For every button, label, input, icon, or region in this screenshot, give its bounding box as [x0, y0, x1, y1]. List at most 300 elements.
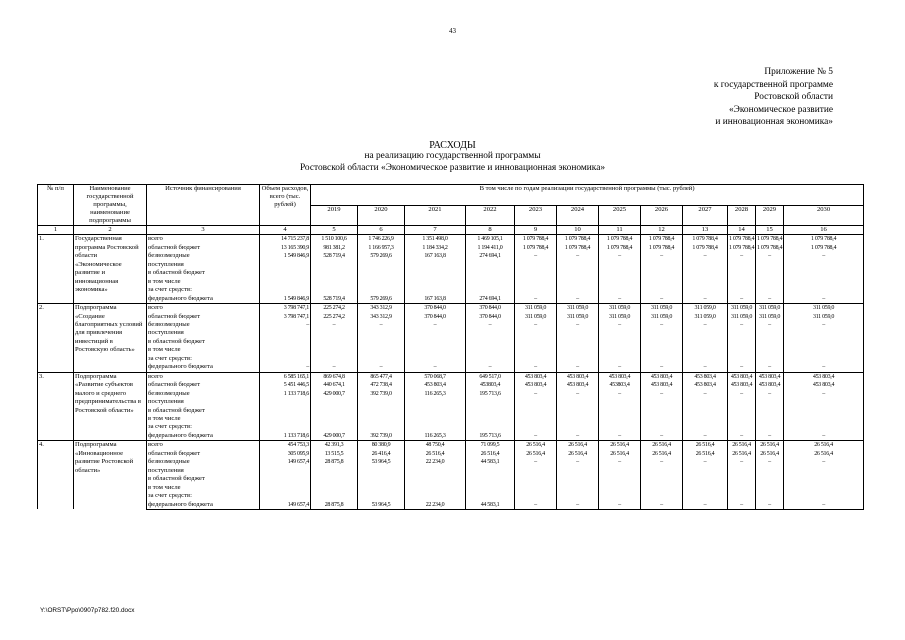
year-value-cell	[784, 269, 864, 277]
year-value-cell: 1 079 788,4	[599, 235, 641, 244]
year-value-cell	[784, 398, 864, 406]
year-value-cell	[728, 467, 756, 475]
total-cell	[260, 278, 311, 286]
funding-source: поступления	[147, 261, 260, 269]
year-value-cell	[466, 329, 515, 337]
year-value-cell: 1 510 100,6	[311, 235, 358, 244]
year-value-cell: 311 059,0	[728, 313, 756, 321]
section-number: 1.	[38, 235, 74, 304]
total-cell: 3 798 747,1	[260, 304, 311, 313]
year-value-cell: 429 000,7	[311, 390, 358, 398]
year-value-cell	[641, 407, 683, 415]
year-value-cell: –	[683, 363, 728, 372]
year-value-cell	[311, 492, 358, 500]
year-value-cell: 26 516,4	[728, 441, 756, 450]
year-value-cell: –	[405, 321, 466, 329]
year-value-cell	[311, 269, 358, 277]
year-value-cell: 1 079 788,4	[599, 244, 641, 252]
table-row	[38, 458, 864, 466]
year-value-cell: –	[683, 458, 728, 466]
year-value-cell	[756, 398, 784, 406]
year-value-cell	[311, 475, 358, 483]
column-number: 15	[756, 226, 784, 235]
year-value-cell: 649 517,0	[466, 372, 515, 381]
header-year: 2021	[405, 205, 466, 226]
year-value-cell: 116 265,3	[405, 390, 466, 398]
year-value-cell	[683, 398, 728, 406]
year-value-cell: 274 694,1	[466, 252, 515, 260]
header-year: 2024	[557, 205, 599, 226]
year-value-cell: 392 739,0	[358, 432, 405, 441]
year-value-cell	[641, 475, 683, 483]
year-value-cell: 26 516,4	[599, 441, 641, 450]
year-value-cell: 472 738,4	[358, 381, 405, 389]
year-value-cell	[515, 484, 557, 492]
year-value-cell	[358, 475, 405, 483]
year-value-cell	[515, 329, 557, 337]
year-value-cell	[557, 484, 599, 492]
table-row	[38, 372, 864, 381]
total-cell	[260, 423, 311, 431]
year-value-cell: 453 803,4	[641, 372, 683, 381]
year-value-cell	[599, 278, 641, 286]
year-value-cell	[358, 492, 405, 500]
column-number: 14	[728, 226, 756, 235]
table-row	[38, 415, 864, 423]
year-value-cell: –	[728, 321, 756, 329]
year-value-cell	[756, 329, 784, 337]
table-row	[38, 423, 864, 431]
year-value-cell: –	[557, 321, 599, 329]
year-value-cell	[641, 484, 683, 492]
year-value-cell	[756, 338, 784, 346]
year-value-cell	[515, 398, 557, 406]
year-value-cell: 453 803,4	[515, 381, 557, 389]
title-line: на реализацию государственной программы	[364, 151, 541, 162]
year-value-cell	[466, 407, 515, 415]
year-value-cell	[641, 278, 683, 286]
year-value-cell	[756, 269, 784, 277]
year-value-cell: 453 803,4	[405, 381, 466, 389]
year-value-cell: 453803,4	[599, 381, 641, 389]
year-value-cell: –	[756, 432, 784, 441]
year-value-cell	[405, 346, 466, 354]
year-value-cell: –	[599, 321, 641, 329]
year-value-cell: 311 059,0	[756, 313, 784, 321]
year-value-cell: –	[515, 432, 557, 441]
year-value-cell: –	[683, 252, 728, 260]
year-value-cell	[784, 329, 864, 337]
total-cell	[260, 269, 311, 277]
funding-source: федерального бюджета	[147, 432, 260, 441]
header-years-group: В том числе по годам реализации государственной программы (тыс. рублей)	[311, 185, 864, 206]
year-value-cell: 26 516,4	[728, 450, 756, 458]
year-value-cell	[784, 278, 864, 286]
column-number: 4	[260, 226, 311, 235]
year-value-cell	[641, 329, 683, 337]
year-value-cell: –	[784, 501, 864, 510]
year-value-cell	[311, 261, 358, 269]
table-row	[38, 390, 864, 398]
year-value-cell	[784, 338, 864, 346]
table-row	[38, 295, 864, 304]
year-value-cell	[728, 338, 756, 346]
year-value-cell: 26 516,4	[405, 450, 466, 458]
year-value-cell: 225 274,2	[311, 304, 358, 313]
year-value-cell: –	[515, 295, 557, 304]
year-value-cell	[599, 329, 641, 337]
funding-source: федерального бюджета	[147, 501, 260, 510]
year-value-cell	[683, 415, 728, 423]
page-number: 43	[449, 27, 456, 35]
year-value-cell: –	[311, 321, 358, 329]
year-value-cell	[641, 346, 683, 354]
year-value-cell: 453 803,4	[599, 372, 641, 381]
year-value-cell	[641, 269, 683, 277]
header-year: 2022	[466, 205, 515, 226]
year-value-cell: 44 583,1	[466, 458, 515, 466]
column-number: 12	[641, 226, 683, 235]
total-cell: 13 165 390,9	[260, 244, 311, 252]
year-value-cell: 579 269,6	[358, 252, 405, 260]
year-value-cell	[358, 338, 405, 346]
year-value-cell: 1 079 788,4	[729, 236, 755, 243]
year-value-cell	[784, 355, 864, 363]
year-value-cell	[599, 475, 641, 483]
table-row	[38, 475, 864, 483]
year-value-cell: 528 719,4	[311, 252, 358, 260]
header-row	[38, 185, 864, 206]
total-cell: 6 585 165,1	[260, 372, 311, 381]
year-value-cell: 1 079 788,4	[784, 235, 864, 244]
year-value-cell: 26 516,4	[683, 450, 728, 458]
year-value-cell	[641, 423, 683, 431]
year-value-cell: 26 516,4	[641, 441, 683, 450]
year-value-cell: –	[641, 363, 683, 372]
year-value-cell: 53 964,5	[358, 501, 405, 510]
year-value-cell: –	[557, 252, 599, 260]
year-value-cell	[405, 475, 466, 483]
total-cell: 454 753,3	[260, 441, 311, 450]
year-value-cell	[466, 261, 515, 269]
year-value-cell: –	[784, 321, 864, 329]
year-value-cell: –	[728, 252, 756, 260]
column-number: 11	[599, 226, 641, 235]
year-value-cell: 195 713,6	[466, 390, 515, 398]
year-value-cell: –	[683, 432, 728, 441]
year-value-cell: 453 803,4	[683, 372, 728, 381]
year-value-cell	[756, 492, 784, 500]
year-value-cell: 453 803,4	[683, 381, 728, 389]
year-value-cell: 311 059,0	[557, 313, 599, 321]
year-value-cell: –	[358, 321, 405, 329]
year-value-cell: 1 079 788,4	[557, 235, 599, 244]
total-cell: 5 451 446,5	[260, 381, 311, 389]
year-value-cell	[683, 278, 728, 286]
table-row	[38, 381, 864, 389]
column-number: 16	[784, 226, 864, 235]
year-value-cell	[756, 484, 784, 492]
funding-source: областной бюджет	[147, 450, 260, 458]
year-value-cell	[405, 355, 466, 363]
year-value-cell	[466, 398, 515, 406]
year-value-cell: –	[599, 432, 641, 441]
year-value-cell: 1 079 788,4	[515, 235, 557, 244]
year-value-cell: 1 079 788,4	[683, 235, 728, 244]
year-value-cell	[515, 423, 557, 431]
year-value-cell	[756, 278, 784, 286]
year-value-cell: –	[641, 501, 683, 510]
year-value-cell	[405, 286, 466, 294]
year-value-cell: 1 469 105,1	[466, 235, 515, 244]
year-value-cell	[756, 475, 784, 483]
total-cell: 14 715 237,8	[260, 235, 311, 244]
year-value-cell: –	[515, 252, 557, 260]
year-value-cell	[784, 286, 864, 294]
section-name: Подпрограмма «Инновационное развитие Ростовской области»	[74, 441, 147, 510]
funding-source: поступления	[147, 398, 260, 406]
year-value-cell	[466, 467, 515, 475]
year-value-cell: –	[515, 363, 557, 372]
year-value-cell: 453 803,4	[641, 381, 683, 389]
year-value-cell	[515, 338, 557, 346]
funding-source: всего	[147, 235, 260, 244]
year-value-cell	[405, 467, 466, 475]
year-value-cell	[641, 467, 683, 475]
year-value-cell	[784, 492, 864, 500]
header-num: № п/п	[38, 185, 74, 226]
year-value-cell	[515, 286, 557, 294]
year-value-cell	[557, 329, 599, 337]
funding-source: за счет средств:	[147, 286, 260, 294]
year-value-cell	[515, 475, 557, 483]
year-value-cell	[405, 338, 466, 346]
column-number: 1	[38, 226, 74, 235]
total-cell	[260, 355, 311, 363]
table-row	[38, 450, 864, 458]
year-value-cell: 311 059,0	[515, 313, 557, 321]
year-value-cell: 1 746 226,9	[358, 235, 405, 244]
year-value-cell: –	[756, 321, 784, 329]
table-row	[38, 269, 864, 277]
column-number: 6	[358, 226, 405, 235]
header-year: 2020	[358, 205, 405, 226]
year-value-cell: 343 312,9	[358, 304, 405, 313]
table-row	[38, 252, 864, 260]
year-value-cell: 370 844,0	[405, 304, 466, 313]
year-value-cell: –	[756, 390, 784, 398]
year-value-cell	[311, 407, 358, 415]
year-value-cell	[599, 467, 641, 475]
table-body	[38, 235, 864, 510]
year-value-cell: 311 059,0	[557, 304, 599, 313]
year-value-cell: 311 059,0	[599, 313, 641, 321]
year-value-cell: 1 079 788,4	[641, 235, 683, 244]
year-value-cell	[557, 355, 599, 363]
funding-source: безвозмездные	[147, 458, 260, 466]
year-value-cell	[557, 338, 599, 346]
total-cell: 1 549 846,9	[260, 295, 311, 304]
year-value-cell: –	[405, 363, 466, 372]
year-value-cell	[358, 407, 405, 415]
year-value-cell: 225 274,2	[311, 313, 358, 321]
header-year: 2027	[683, 205, 728, 226]
year-value-cell	[405, 423, 466, 431]
year-value-cell: 311 059,0	[599, 304, 641, 313]
year-value-cell	[641, 355, 683, 363]
year-value-cell	[311, 286, 358, 294]
year-value-cell: 195 713,6	[466, 432, 515, 441]
year-value-cell	[683, 467, 728, 475]
year-value-cell	[728, 346, 756, 354]
year-value-cell	[784, 423, 864, 431]
header-source: Источник финансирования	[147, 185, 260, 226]
year-value-cell: –	[784, 363, 864, 372]
year-value-cell: –	[756, 295, 784, 304]
year-value-cell	[784, 261, 864, 269]
year-value-cell: –	[599, 295, 641, 304]
year-value-cell	[756, 355, 784, 363]
file-path-footer: Y:\ORST\Ppo\0907p782.f20.docx	[40, 607, 135, 614]
year-value-cell: –	[557, 295, 599, 304]
year-value-cell	[466, 415, 515, 423]
year-value-cell	[311, 415, 358, 423]
funding-source: за счет средств:	[147, 492, 260, 500]
year-value-cell: –	[557, 501, 599, 510]
section-number: 4.	[38, 441, 74, 510]
year-value-cell: –	[728, 363, 756, 372]
total-cell: 1 549 846,9	[260, 252, 311, 260]
year-value-cell	[358, 286, 405, 294]
year-value-cell	[599, 355, 641, 363]
funding-source: за счет средств:	[147, 423, 260, 431]
year-value-cell	[557, 278, 599, 286]
year-value-cell	[728, 269, 756, 277]
year-value-cell: 116 265,3	[405, 432, 466, 441]
year-value-cell: 26 516,4	[756, 441, 784, 450]
year-value-cell	[756, 407, 784, 415]
year-value-cell	[405, 492, 466, 500]
table-row	[38, 338, 864, 346]
year-value-cell: –	[641, 390, 683, 398]
year-value-cell: –	[683, 295, 728, 304]
total-cell	[260, 415, 311, 423]
year-value-cell	[683, 286, 728, 294]
year-value-cell	[728, 278, 756, 286]
year-value-cell	[466, 338, 515, 346]
year-value-cell: –	[728, 295, 756, 304]
year-value-cell	[405, 329, 466, 337]
year-value-cell	[599, 492, 641, 500]
year-value-cell	[311, 423, 358, 431]
year-value-cell: –	[756, 501, 784, 510]
total-cell: –	[260, 363, 311, 372]
total-cell	[260, 407, 311, 415]
year-value-cell: –	[515, 390, 557, 398]
year-value-cell	[784, 415, 864, 423]
year-value-cell: 440 674,1	[311, 381, 358, 389]
total-cell	[260, 398, 311, 406]
year-value-cell	[683, 475, 728, 483]
year-value-cell	[311, 338, 358, 346]
year-value-cell: –	[515, 321, 557, 329]
year-value-cell: 311 059,0	[784, 304, 864, 313]
year-value-cell	[683, 261, 728, 269]
funding-source: в том числе	[147, 278, 260, 286]
total-cell: 1 133 718,6	[260, 432, 311, 441]
total-cell	[260, 475, 311, 483]
funding-source: безвозмездные	[147, 321, 260, 329]
year-value-cell: 26 516,4	[784, 450, 864, 458]
year-value-cell	[466, 484, 515, 492]
funding-source: в областной бюджет	[147, 475, 260, 483]
header-year: 2029	[756, 205, 784, 226]
header-year: 2026	[641, 205, 683, 226]
column-number: 3	[147, 226, 260, 235]
year-value-cell	[683, 492, 728, 500]
year-value-cell: –	[756, 252, 784, 260]
funding-source: областной бюджет	[147, 313, 260, 321]
year-value-cell: 26 516,4	[557, 441, 599, 450]
funding-source: в том числе	[147, 346, 260, 354]
table-row	[38, 492, 864, 500]
year-value-cell: 28 875,8	[311, 501, 358, 510]
year-value-cell	[756, 415, 784, 423]
total-cell	[260, 286, 311, 294]
year-value-cell: 80 380,9	[358, 441, 405, 450]
appendix-line: «Экономическое развитие	[728, 104, 833, 115]
funding-source: поступления	[147, 467, 260, 475]
funding-source: всего	[147, 304, 260, 313]
year-value-cell	[557, 407, 599, 415]
total-cell: 149 657,4	[260, 458, 311, 466]
year-value-cell: 26 516,4	[515, 441, 557, 450]
year-value-cell: 26 416,4	[358, 450, 405, 458]
year-value-cell	[784, 407, 864, 415]
year-value-cell	[557, 467, 599, 475]
year-value-cell: –	[515, 501, 557, 510]
year-value-cell: 1 079 788,4	[784, 244, 864, 252]
year-value-cell: 26 516,4	[641, 450, 683, 458]
year-value-cell: 26 516,4	[466, 450, 515, 458]
year-value-cell: 392 739,0	[358, 390, 405, 398]
year-value-cell: 26 516,4	[599, 450, 641, 458]
year-value-cell: 26 516,4	[515, 450, 557, 458]
year-value-cell	[466, 355, 515, 363]
year-value-cell: –	[557, 458, 599, 466]
year-value-cell: 71 099,5	[466, 441, 515, 450]
total-cell	[260, 492, 311, 500]
year-value-cell	[466, 475, 515, 483]
table-row	[38, 441, 864, 450]
year-value-cell: –	[683, 321, 728, 329]
year-value-cell	[557, 398, 599, 406]
year-value-cell	[683, 346, 728, 354]
table-row	[38, 244, 864, 252]
year-value-cell: 453 803,4	[784, 381, 864, 389]
table-row	[38, 355, 864, 363]
year-value-cell	[515, 261, 557, 269]
year-value-cell	[599, 423, 641, 431]
year-value-cell: 13 515,5	[311, 450, 358, 458]
column-number: 9	[515, 226, 557, 235]
year-value-cell	[405, 407, 466, 415]
year-value-cell	[756, 423, 784, 431]
year-value-cell: 26 516,4	[756, 450, 784, 458]
year-value-cell: 311 059,0	[515, 304, 557, 313]
year-value-cell: 343 312,9	[358, 313, 405, 321]
table-row	[38, 304, 864, 313]
